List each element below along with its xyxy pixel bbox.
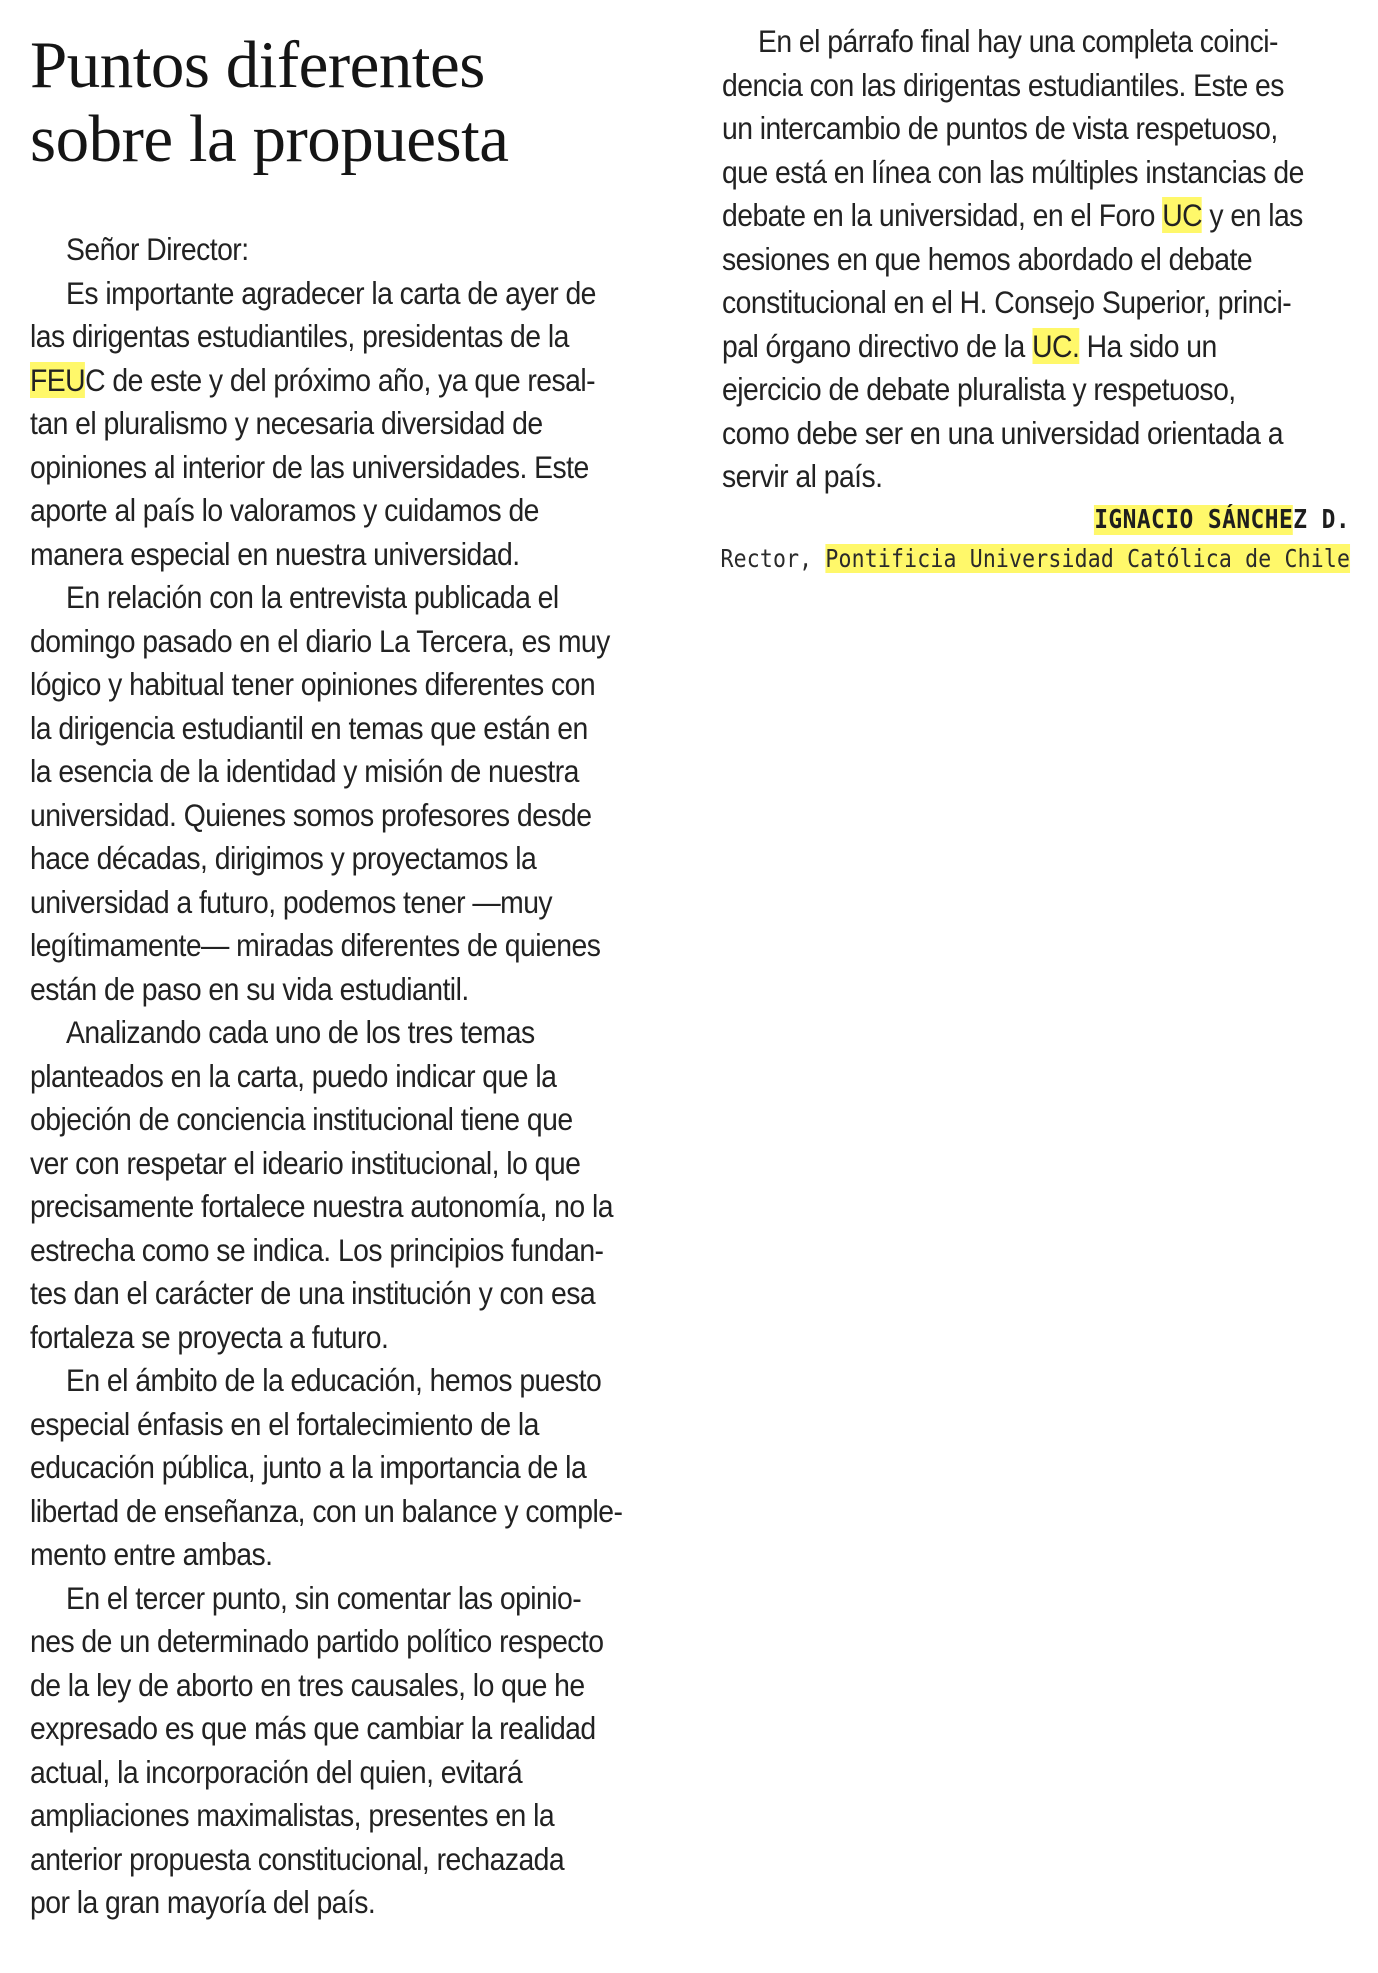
right-text-line: dencia con las dirigentas estudiantiles. Este es [722,66,1284,103]
left-text-line: las dirigentas estudiantiles, presidentas de la [30,318,569,354]
left-text-line: especial énfasis en el fortalecimiento de la [30,1405,539,1442]
signature-rest: Z D. [1293,505,1350,535]
left-text-line: la esencia de la identidad y misión de nuestra [30,753,579,789]
left-body-text [30,228,623,1925]
author-role [720,540,1350,578]
left-text-line: opiniones al interior de las universidades. Este [30,448,589,485]
right-text-line: ejercicio de debate pluralista y respetuoso, [722,371,1236,407]
right-text-line: un intercambio de puntos de vista respetuoso, [722,110,1278,146]
line-segment: C de este y del próximo año, ya que resal- [85,361,596,398]
left-text-line: En el ámbito de la educación, hemos puesto [66,1362,602,1398]
right-text-line: sesiones en que hemos abordado el debate [722,240,1253,277]
left-text-line: Analizando cada uno de los tres temas [66,1014,535,1050]
left-text-line: fortaleza se proyecta a futuro. [30,1318,389,1355]
left-text-line: expresado es que más que cambiar la realidad [30,1710,596,1746]
left-text-line: anterior propuesta constitucional, rechazada [30,1840,565,1877]
left-text-line: ampliaciones maximalistas, presentes en la [30,1797,555,1833]
left-text-line: precisamente fortalece nuestra autonomía, no la [30,1188,613,1224]
line-segment: Ha sido un [1079,327,1217,364]
right-text-line: como debe ser en una universidad orientada a [722,414,1283,451]
left-text-line: objeción de conciencia institucional tiene que [30,1101,573,1137]
left-text-line: nes de un determinado partido político respecto [30,1623,604,1659]
left-text-line: Es importante agradecer la carta de ayer de [66,274,596,311]
left-text-line [30,359,606,403]
highlighted-text: FEU [30,361,86,398]
line-segment: y en las [1202,197,1303,233]
institution-name: Pontificia Universidad Católica de Chile [825,544,1350,573]
highlighted-text: UC [1162,197,1203,233]
left-text-line: planteados en la carta, puedo indicar que la [30,1057,557,1094]
right-text-line: constitucional en el H. Consejo Superior, princi- [722,284,1292,320]
role-prefix: Rector, [720,544,826,573]
left-text-line: domingo pasado en el diario La Tercera, es muy [30,622,610,659]
left-text-line: por la gran mayoría del país. [30,1884,376,1920]
right-text-line [722,194,1303,238]
right-column [722,20,1350,499]
left-text-line: tes dan el carácter de una institución y con esa [30,1275,596,1311]
left-text-line: actual, la incorporación del quien, evitará [30,1753,523,1790]
left-text-line: la dirigencia estudiantil en temas que están en [30,709,588,746]
headline-line-2: sobre la propuesta [30,102,509,176]
right-text-line: que está en línea con las múltiples instancias de [722,153,1304,190]
right-text-line [722,325,1287,369]
left-text-line: hace décadas, dirigimos y proyectamos la [30,840,537,876]
left-text-line: universidad a futuro, podemos tener —muy [30,883,553,920]
right-body-text [722,20,1304,499]
right-text-line: servir al país. [722,458,883,494]
left-text-line: libertad de enseñanza, con un balance y comple- [30,1492,623,1529]
left-text-line: aporte al país lo valoramos y cuidamos de [30,492,539,528]
left-text-line: En el tercer punto, sin comentar las opinio- [66,1579,582,1616]
left-text-line: mento entre ambas. [30,1536,273,1572]
left-text-line: legítimamente— miradas diferentes de quienes [30,927,601,963]
signature-block [618,500,1350,578]
signature [706,500,1350,540]
headline-line-1: Puntos diferentes [30,28,485,102]
headline [30,28,670,176]
left-text-line: están de paso en su vida estudiantil. [30,970,469,1007]
left-text-line: universidad. Quienes somos profesores desde [30,796,592,833]
left-text-line: estrecha como se indica. Los principios fundan- [30,1231,604,1268]
left-column [30,28,670,1925]
highlighted-text: UC. [1032,327,1080,364]
signature-highlighted: IGNACIO SÁNCHE [1094,505,1294,535]
left-text-line: manera especial en nuestra universidad. [30,535,520,572]
left-text-line: ver con respetar el ideario institucional, lo que [30,1144,581,1181]
left-text-line: de la ley de aborto en tres causales, lo que he [30,1666,585,1703]
left-text-line: educación pública, junto a la importancia de la [30,1449,587,1485]
salutation: Señor Director: [66,231,249,267]
line-segment: debate en la universidad, en el Foro [722,197,1163,233]
left-text-line: lógico y habitual tener opiniones diferentes con [30,666,596,702]
line-segment: pal órgano directivo de la [722,327,1033,364]
right-text-line: En el párrafo final hay una completa coinci- [758,23,1278,59]
left-text-line: En relación con la entrevista publicada el [66,579,559,615]
left-text-line: tan el pluralismo y necesaria diversidad de [30,405,543,441]
